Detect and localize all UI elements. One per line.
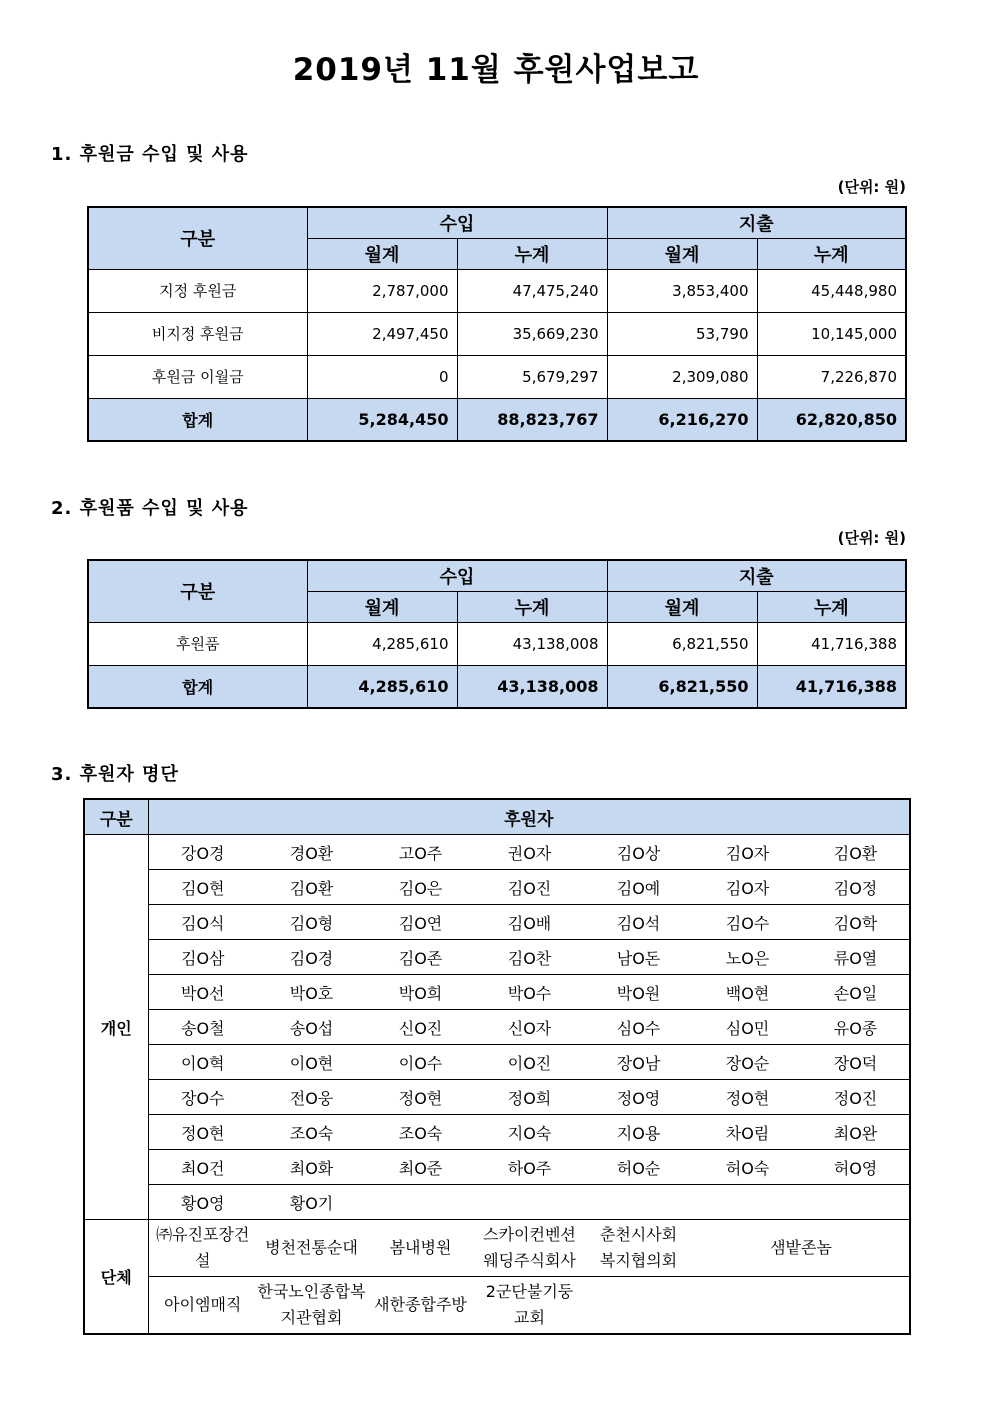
- donor-name: 강O경: [148, 835, 257, 870]
- donor-name: 백O현: [693, 975, 802, 1010]
- donor-name: 유O종: [802, 1010, 910, 1045]
- group-name: [584, 1220, 693, 1277]
- group-label: 단체: [84, 1220, 148, 1335]
- total-value-cell: 88,823,767: [457, 398, 607, 441]
- header-expense: 지출: [607, 560, 906, 591]
- donor-header-donors: 후원자: [148, 799, 910, 835]
- donor-name: 정O희: [475, 1080, 584, 1115]
- donor-name: 정O영: [584, 1080, 693, 1115]
- donor-name: 신O진: [366, 1010, 475, 1045]
- header-income-cumulative: 누계: [457, 591, 607, 622]
- donor-name: 김O학: [802, 905, 910, 940]
- donor-name: 박O수: [475, 975, 584, 1010]
- total-value-cell: 62,820,850: [757, 398, 906, 441]
- header-income: 수입: [307, 560, 607, 591]
- donor-name: 김O환: [802, 835, 910, 870]
- group-name: [475, 1277, 584, 1335]
- donor-name: 송O섭: [257, 1010, 366, 1045]
- group-name: [148, 1220, 257, 1277]
- donor-name: 김O은: [366, 870, 475, 905]
- group-name-line: 병천전통순대: [265, 1238, 358, 1257]
- donor-name: 박O희: [366, 975, 475, 1010]
- donation-goods-table: [87, 559, 907, 709]
- donor-name: 김O자: [693, 870, 802, 905]
- header-expense-cumulative: 누계: [757, 591, 906, 622]
- group-name-line: 봄내병원: [389, 1238, 452, 1257]
- section3-title: 3. 후원자 명단: [51, 764, 179, 785]
- table-row: [88, 269, 906, 312]
- donor-name: 장O수: [148, 1080, 257, 1115]
- header-expense: 지출: [607, 207, 906, 238]
- donor-name: 허O영: [802, 1150, 910, 1185]
- row-label: 지정 후원금: [88, 269, 307, 312]
- donor-name: 정O현: [148, 1115, 257, 1150]
- header-income: 수입: [307, 207, 607, 238]
- donor-name: 차O림: [693, 1115, 802, 1150]
- value-cell: 43,138,008: [457, 622, 607, 665]
- donor-name: 박O호: [257, 975, 366, 1010]
- donor-name: 조O숙: [366, 1115, 475, 1150]
- donor-name: 허O숙: [693, 1150, 802, 1185]
- group-name-line: 춘천시사회: [599, 1225, 678, 1244]
- group-name: [257, 1220, 366, 1277]
- section2-unit: (단위: 원): [837, 529, 906, 547]
- group-name: [148, 1277, 257, 1335]
- group-name: [366, 1220, 475, 1277]
- donor-name: 고O주: [366, 835, 475, 870]
- table-row: [88, 622, 906, 665]
- value-cell: 0: [307, 355, 457, 398]
- donor-name: 박O원: [584, 975, 693, 1010]
- donor-name: [693, 1185, 802, 1220]
- donation-money-table: [87, 206, 907, 442]
- donor-name: 정O현: [693, 1080, 802, 1115]
- donor-name: 김O상: [584, 835, 693, 870]
- donor-name: 지O용: [584, 1115, 693, 1150]
- donor-row: [84, 1080, 910, 1115]
- donor-name: 박O선: [148, 975, 257, 1010]
- table-row: [88, 312, 906, 355]
- donor-name: 황O영: [148, 1185, 257, 1220]
- section1-title: 1. 후원금 수입 및 사용: [51, 144, 249, 165]
- total-value-cell: 43,138,008: [457, 665, 607, 708]
- group-name-line: 2군단불기둥: [485, 1282, 574, 1301]
- total-value-cell: 6,821,550: [607, 665, 757, 708]
- header-expense-cumulative: 누계: [757, 238, 906, 269]
- donor-name: 최O준: [366, 1150, 475, 1185]
- total-row: [88, 398, 906, 441]
- value-cell: 2,787,000: [307, 269, 457, 312]
- group-name-line: ㈜유진포장건설: [156, 1225, 250, 1270]
- group-name: [693, 1220, 910, 1277]
- value-cell: 41,716,388: [757, 622, 906, 665]
- donor-name: 허O순: [584, 1150, 693, 1185]
- donor-row: [84, 1150, 910, 1185]
- value-cell: 53,790: [607, 312, 757, 355]
- total-value-cell: 41,716,388: [757, 665, 906, 708]
- group-name: [693, 1277, 910, 1335]
- group-name-line: 지관협회: [280, 1308, 343, 1327]
- donor-name: 송O철: [148, 1010, 257, 1045]
- donor-name: 하O주: [475, 1150, 584, 1185]
- donor-name: 김O연: [366, 905, 475, 940]
- total-value-cell: 5,284,450: [307, 398, 457, 441]
- group-name-line: 샘밭존놈: [770, 1238, 832, 1257]
- group-name-line: 한국노인종합복: [257, 1282, 366, 1301]
- donor-name: 신O자: [475, 1010, 584, 1045]
- row-label: 후원품: [88, 622, 307, 665]
- table-row: [88, 355, 906, 398]
- donor-name: 김O형: [257, 905, 366, 940]
- section1-unit: (단위: 원): [837, 178, 906, 196]
- donor-row: [84, 975, 910, 1010]
- group-name-line: 교회: [514, 1308, 545, 1327]
- page-title: 2019년 11월 후원사업보고: [292, 52, 700, 88]
- header-income-cumulative: 누계: [457, 238, 607, 269]
- donor-name: 황O기: [257, 1185, 366, 1220]
- donor-name: 노O은: [693, 940, 802, 975]
- group-name: [257, 1277, 366, 1335]
- donor-name: 최O건: [148, 1150, 257, 1185]
- value-cell: 7,226,870: [757, 355, 906, 398]
- donor-name: 김O수: [693, 905, 802, 940]
- group-row: [84, 1277, 910, 1335]
- group-name: [475, 1220, 584, 1277]
- donor-name: 김O찬: [475, 940, 584, 975]
- donor-name: 김O식: [148, 905, 257, 940]
- donor-header-category: 구분: [84, 799, 148, 835]
- donor-name: 정O진: [802, 1080, 910, 1115]
- total-label: 합계: [88, 665, 307, 708]
- group-name-line: 복지협의회: [599, 1251, 678, 1270]
- group-name-line: 웨딩주식회사: [483, 1251, 576, 1270]
- donor-name: 김O자: [693, 835, 802, 870]
- donor-name: 김O배: [475, 905, 584, 940]
- header-expense-monthly: 월계: [607, 591, 757, 622]
- donor-name: 경O환: [257, 835, 366, 870]
- group-row: [84, 1220, 910, 1277]
- donor-name: 조O숙: [257, 1115, 366, 1150]
- total-value-cell: 6,216,270: [607, 398, 757, 441]
- donor-name: 김O경: [257, 940, 366, 975]
- value-cell: 47,475,240: [457, 269, 607, 312]
- donor-name: 김O예: [584, 870, 693, 905]
- donor-row: [84, 1010, 910, 1045]
- donor-name: 김O석: [584, 905, 693, 940]
- total-value-cell: 4,285,610: [307, 665, 457, 708]
- donor-name: 정O현: [366, 1080, 475, 1115]
- donor-name: 김O삼: [148, 940, 257, 975]
- donor-name: 전O웅: [257, 1080, 366, 1115]
- total-row: [88, 665, 906, 708]
- donor-name: 심O수: [584, 1010, 693, 1045]
- donor-name: 장O남: [584, 1045, 693, 1080]
- total-label: 합계: [88, 398, 307, 441]
- donor-name: [584, 1185, 693, 1220]
- donor-name: 장O순: [693, 1045, 802, 1080]
- group-name-line: 스카이컨벤션: [483, 1225, 576, 1244]
- donor-row: [84, 1185, 910, 1220]
- value-cell: 5,679,297: [457, 355, 607, 398]
- donor-name: 김O존: [366, 940, 475, 975]
- donor-row: [84, 835, 910, 870]
- value-cell: 10,145,000: [757, 312, 906, 355]
- donor-name: 이O진: [475, 1045, 584, 1080]
- header-income-monthly: 월계: [307, 591, 457, 622]
- donor-name: 김O현: [148, 870, 257, 905]
- donor-name: 남O돈: [584, 940, 693, 975]
- donor-list-table: [83, 798, 911, 1335]
- value-cell: 35,669,230: [457, 312, 607, 355]
- row-label: 후원금 이월금: [88, 355, 307, 398]
- value-cell: 2,497,450: [307, 312, 457, 355]
- header-income-monthly: 월계: [307, 238, 457, 269]
- donor-name: 심O민: [693, 1010, 802, 1045]
- section2-title: 2. 후원품 수입 및 사용: [51, 498, 249, 519]
- donor-row: [84, 940, 910, 975]
- donor-name: 이O현: [257, 1045, 366, 1080]
- donor-name: 이O수: [366, 1045, 475, 1080]
- value-cell: 4,285,610: [307, 622, 457, 665]
- donor-name: 류O열: [802, 940, 910, 975]
- value-cell: 2,309,080: [607, 355, 757, 398]
- donor-name: [366, 1185, 475, 1220]
- individual-label: 개인: [84, 835, 148, 1220]
- header-expense-monthly: 월계: [607, 238, 757, 269]
- donor-row: [84, 1045, 910, 1080]
- group-name: [584, 1277, 693, 1335]
- value-cell: 45,448,980: [757, 269, 906, 312]
- group-name: [366, 1277, 475, 1335]
- donor-name: 김O진: [475, 870, 584, 905]
- donor-name: 지O숙: [475, 1115, 584, 1150]
- donor-name: [802, 1185, 910, 1220]
- value-cell: 3,853,400: [607, 269, 757, 312]
- group-name-line: 아이엠매직: [164, 1295, 242, 1314]
- donor-row: [84, 1115, 910, 1150]
- donor-name: 손O일: [802, 975, 910, 1010]
- donor-name: [475, 1185, 584, 1220]
- donor-name: 권O자: [475, 835, 584, 870]
- donor-name: 장O덕: [802, 1045, 910, 1080]
- value-cell: 6,821,550: [607, 622, 757, 665]
- donor-name: 이O혁: [148, 1045, 257, 1080]
- donor-row: [84, 870, 910, 905]
- header-category: 구분: [88, 207, 307, 269]
- header-category: 구분: [88, 560, 307, 622]
- group-name-line: 새한종합주방: [374, 1295, 467, 1314]
- row-label: 비지정 후원금: [88, 312, 307, 355]
- donor-name: 김O정: [802, 870, 910, 905]
- donor-name: 최O화: [257, 1150, 366, 1185]
- donor-name: 김O환: [257, 870, 366, 905]
- donor-row: [84, 905, 910, 940]
- donor-name: 최O완: [802, 1115, 910, 1150]
